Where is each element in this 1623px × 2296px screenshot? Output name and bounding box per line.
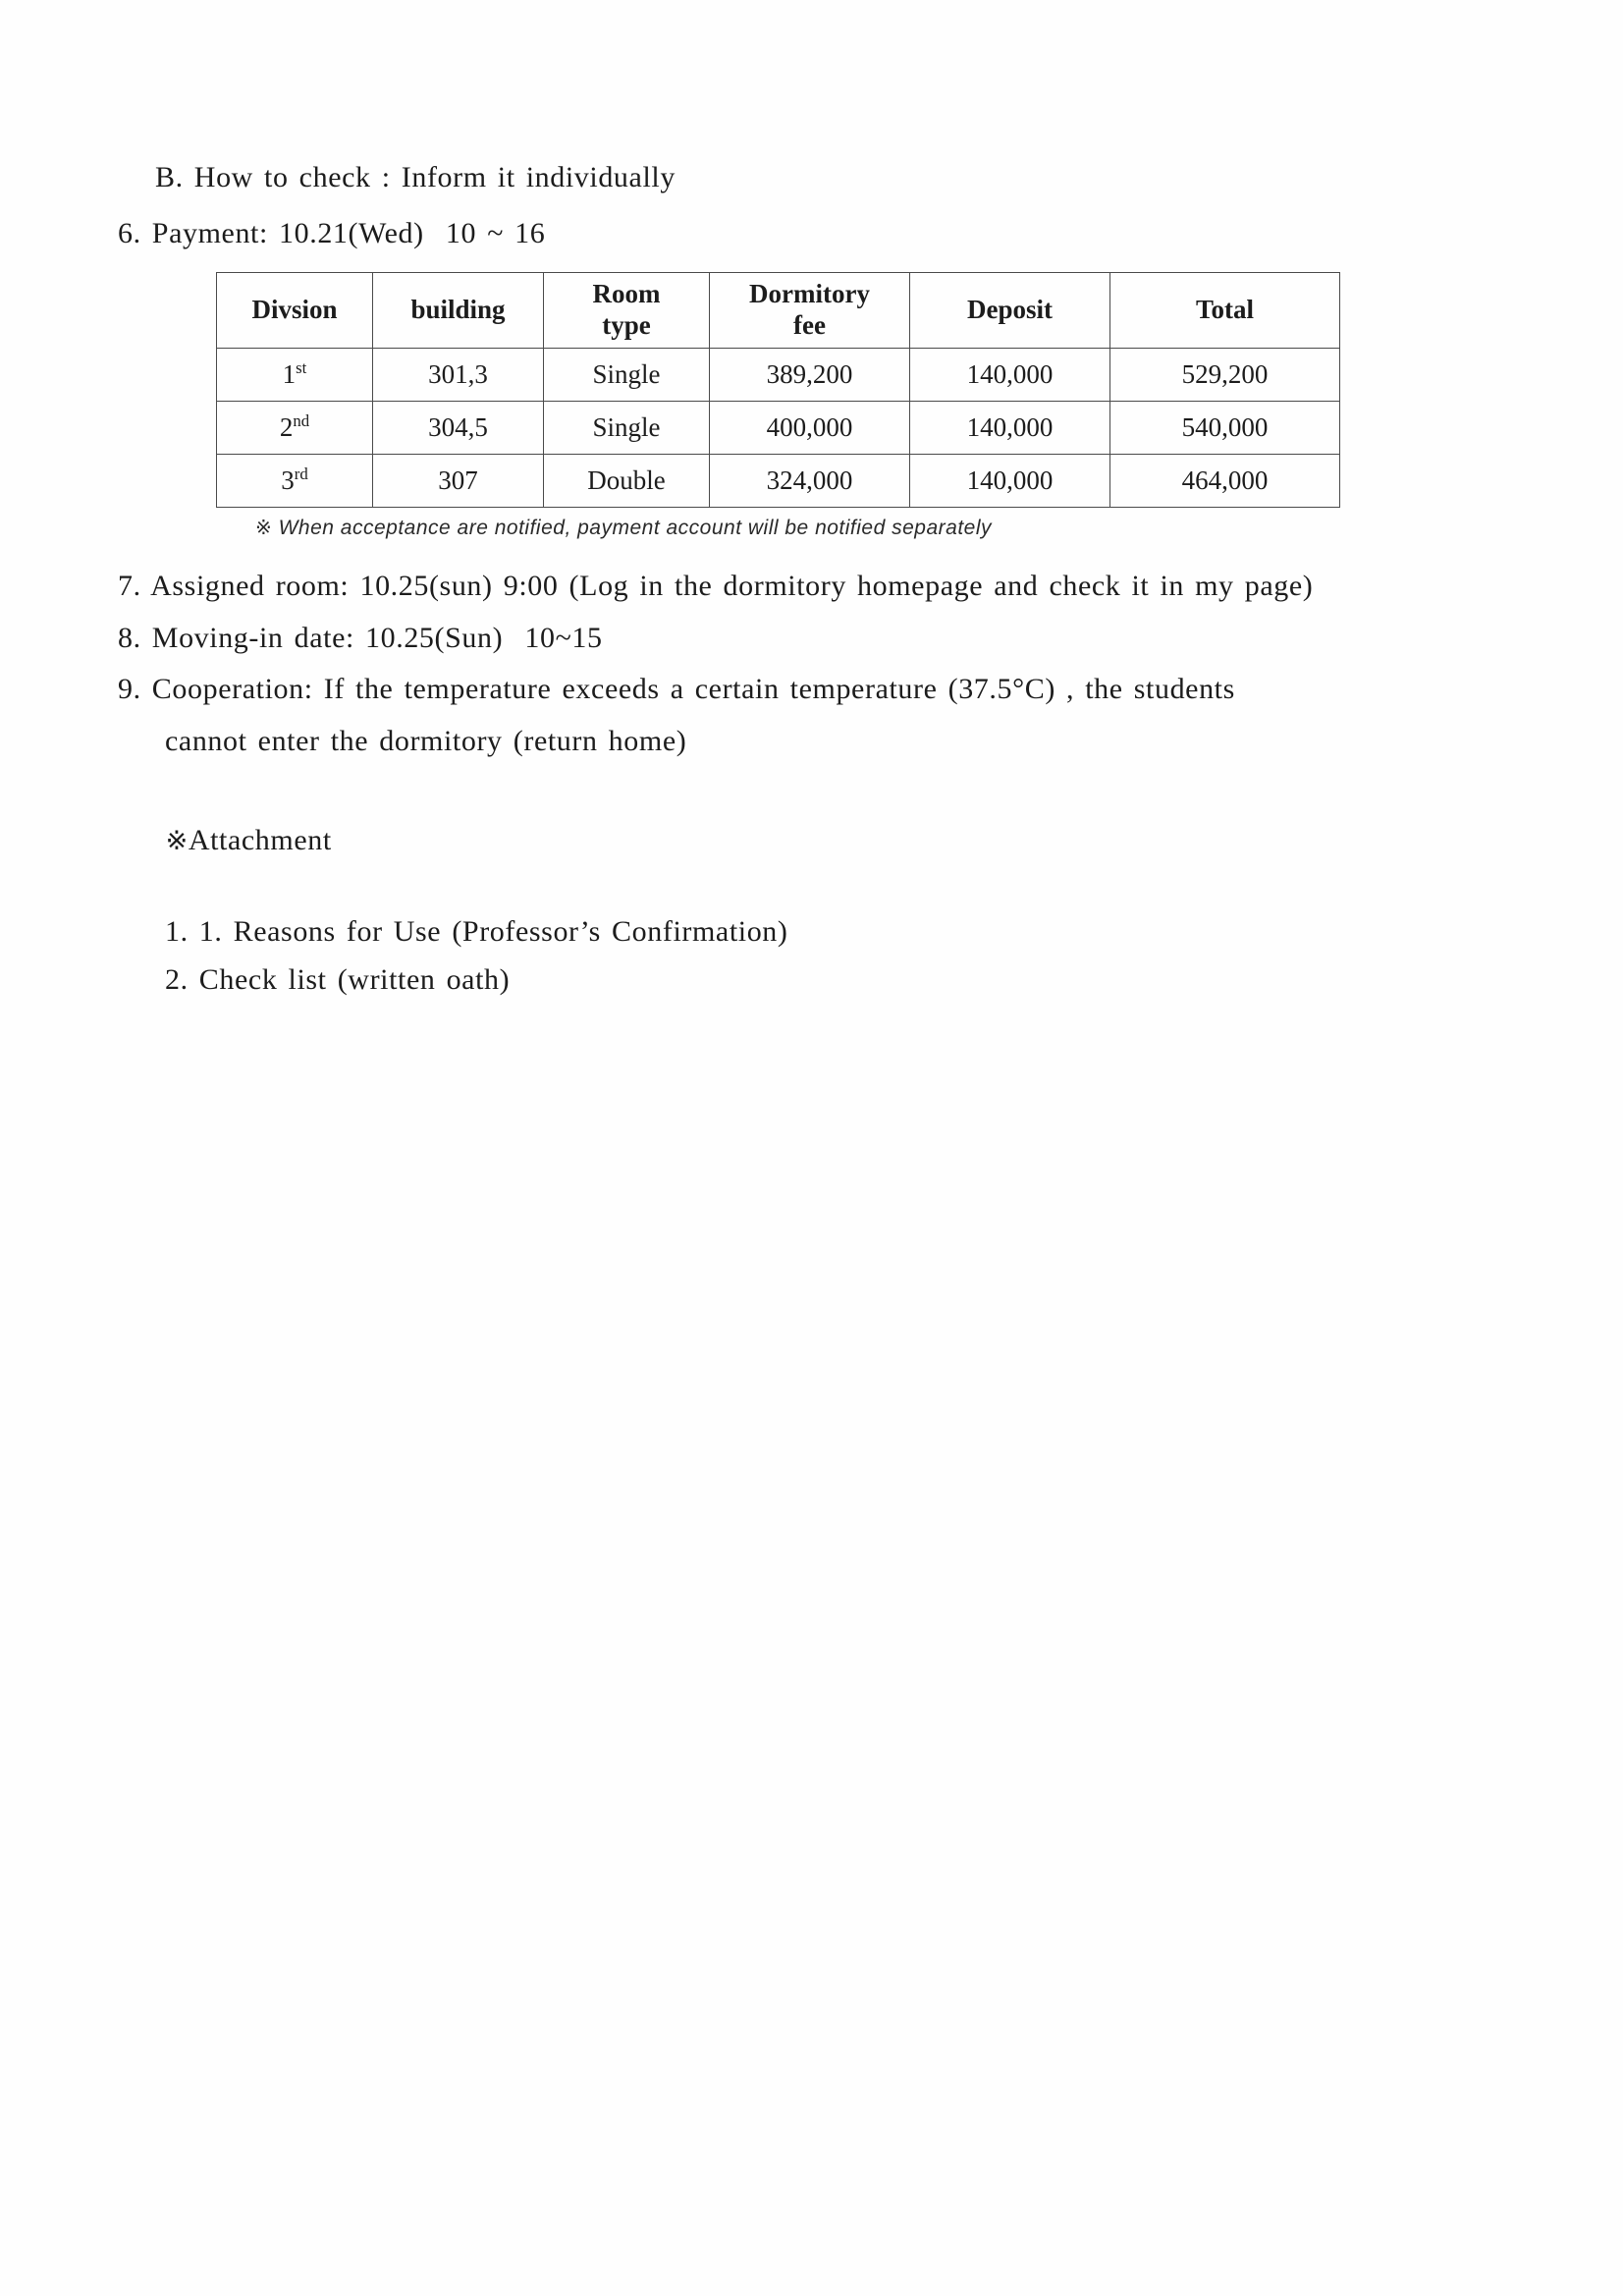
table-row [217,454,1340,507]
column-header-room-type [544,273,710,349]
cell-division-suffix: st [296,357,307,377]
cell-total: 464,000 [1110,454,1340,507]
cell-deposit: 140,000 [910,348,1110,401]
table-footnote-text: When acceptance are notified, payment account will be notified separately [278,516,993,539]
attachment-item-1: 1. 1. Reasons for Use (Professor’s Confirmation) [165,915,788,949]
cell-deposit: 140,000 [910,454,1110,507]
column-header-deposit: Deposit [910,273,1110,349]
cell-division-value: 3 [281,465,295,495]
reference-mark-icon: ※ [165,825,189,856]
column-header-dormitory-fee-line1: Dormitory [749,279,870,309]
paragraph-assigned-room: 7. Assigned room: 10.25(sun) 9:00 (Log in the dormitory homepage and check it in my page) [118,569,1314,602]
cell-deposit: 140,000 [910,401,1110,454]
cell-division [217,348,373,401]
cell-room-type: Single [544,401,710,454]
cell-division-suffix: rd [294,464,308,483]
paragraph-how-to-check: B. How to check : Inform it individually [155,161,676,193]
cell-total: 540,000 [1110,401,1340,454]
paragraph-cooperation: 9. Cooperation: If the temperature exceeds a certain temperature (37.5°C) , the students [118,673,1235,706]
reference-mark-icon: ※ [255,515,273,539]
attachment-item-2: 2. Check list (written oath) [165,962,511,996]
cell-total: 529,200 [1110,348,1340,401]
cell-building: 304,5 [373,401,544,454]
cell-division-value: 1 [282,358,297,389]
attachment-heading-label: Attachment [188,823,332,856]
payment-table-head [217,273,1340,349]
column-header-total: Total [1110,273,1340,349]
table-header-row [217,273,1340,349]
cell-division-suffix: nd [293,410,310,430]
column-header-room-type-line2: type [602,310,651,341]
table-row [217,401,1340,454]
column-header-room-type-line1: Room [592,279,661,309]
table-row [217,348,1340,401]
payment-table-wrapper [216,272,1286,508]
paragraph-payment: 6. Payment: 10.21(Wed) 10 ~ 16 [118,216,546,249]
payment-table-body [217,348,1340,507]
document-body [118,157,1492,1007]
cell-division [217,401,373,454]
payment-table [216,272,1340,508]
cell-room-type: Single [544,348,710,401]
column-header-dormitory-fee-line2: fee [793,310,826,341]
paragraph-moving-in-date: 8. Moving-in date: 10.25(Sun) 10~15 [118,621,603,654]
cell-building: 301,3 [373,348,544,401]
column-header-dormitory-fee [710,273,910,349]
cell-dormitory-fee: 324,000 [710,454,910,507]
cell-building: 307 [373,454,544,507]
attachment-heading [100,778,1492,903]
numbered-list [118,566,1492,762]
column-header-building: building [373,273,544,349]
cell-dormitory-fee: 400,000 [710,401,910,454]
column-header-division: Divsion [217,273,373,349]
cell-dormitory-fee: 389,200 [710,348,910,401]
cell-room-type: Double [544,454,710,507]
cell-division [217,454,373,507]
paragraph-cooperation-continued: cannot enter the dormitory (return home) [165,724,687,757]
cell-division-value: 2 [279,411,294,442]
table-footnote [255,516,1492,540]
